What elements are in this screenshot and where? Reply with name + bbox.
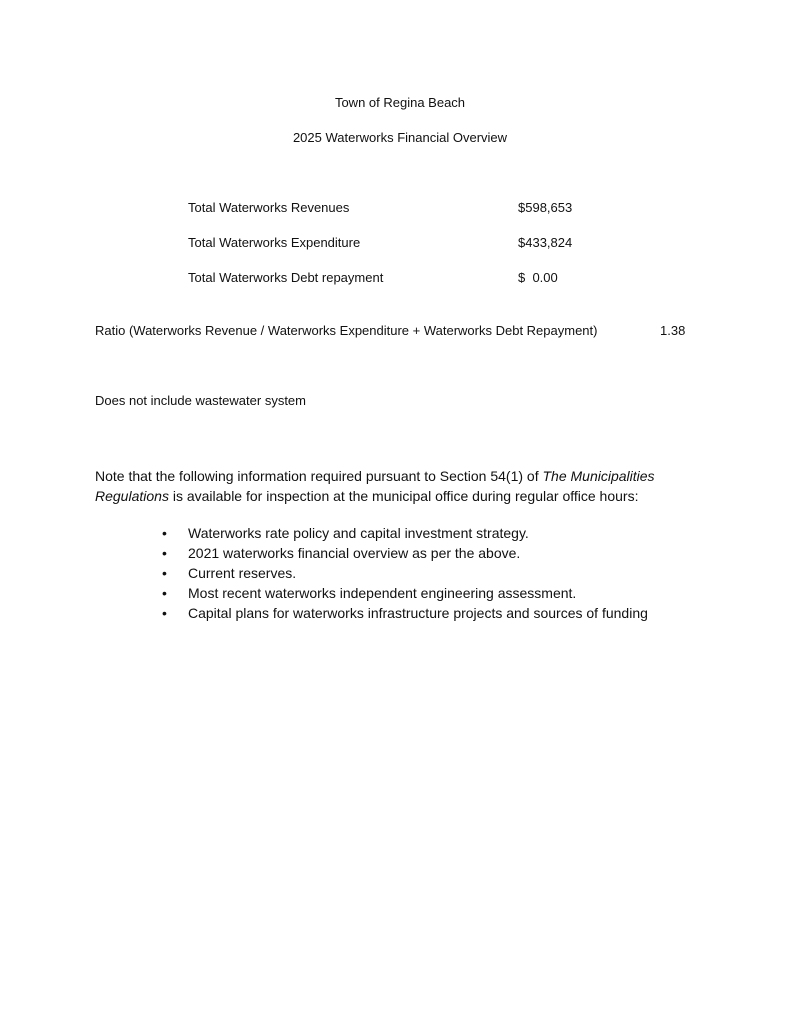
bullet-icon: •	[162, 525, 167, 541]
ratio-label: Ratio (Waterworks Revenue / Waterworks Expenditure + Waterworks Debt Repayment)	[95, 323, 598, 338]
list-item	[162, 563, 648, 583]
list-item	[162, 583, 648, 603]
document-subtitle: 2025 Waterworks Financial Overview	[292, 130, 508, 145]
list-item-text: Capital plans for waterworks infrastructure projects and sources of funding	[188, 605, 648, 621]
list-item-text: Current reserves.	[188, 565, 297, 581]
revenues-label: Total Waterworks Revenues	[188, 200, 350, 215]
required-info-list	[162, 523, 648, 623]
list-item-text: Most recent waterworks independent engineering assessment.	[188, 585, 577, 601]
list-item	[162, 543, 648, 563]
list-item-text: Waterworks rate policy and capital investment strategy.	[188, 525, 529, 541]
inspection-note	[95, 466, 705, 506]
list-item	[162, 523, 648, 543]
debt-repayment-label: Total Waterworks Debt repayment	[188, 270, 384, 285]
debt-repayment-value: $ 0.00	[518, 270, 558, 285]
bullet-icon: •	[162, 565, 167, 581]
document-title: Town of Regina Beach	[334, 95, 466, 110]
list-item-text: 2021 waterworks financial overview as per the above.	[188, 545, 521, 561]
expenditure-value: $433,824	[518, 235, 573, 250]
ratio-value: 1.38	[660, 323, 686, 338]
note-prefix: Note that the following information required pursuant to Section 54(1) of	[95, 468, 543, 484]
note-suffix: is available for inspection at the municipal office during regular office hours:	[168, 488, 639, 504]
expenditure-label: Total Waterworks Expenditure	[188, 235, 361, 250]
exclusion-note: Does not include wastewater system	[95, 393, 306, 408]
list-item	[162, 603, 648, 623]
regulation-title: The Municipalities Regulations	[95, 468, 655, 504]
bullet-icon: •	[162, 545, 167, 561]
bullet-icon: •	[162, 585, 167, 601]
revenues-value: $598,653	[518, 200, 573, 215]
bullet-icon: •	[162, 605, 167, 621]
